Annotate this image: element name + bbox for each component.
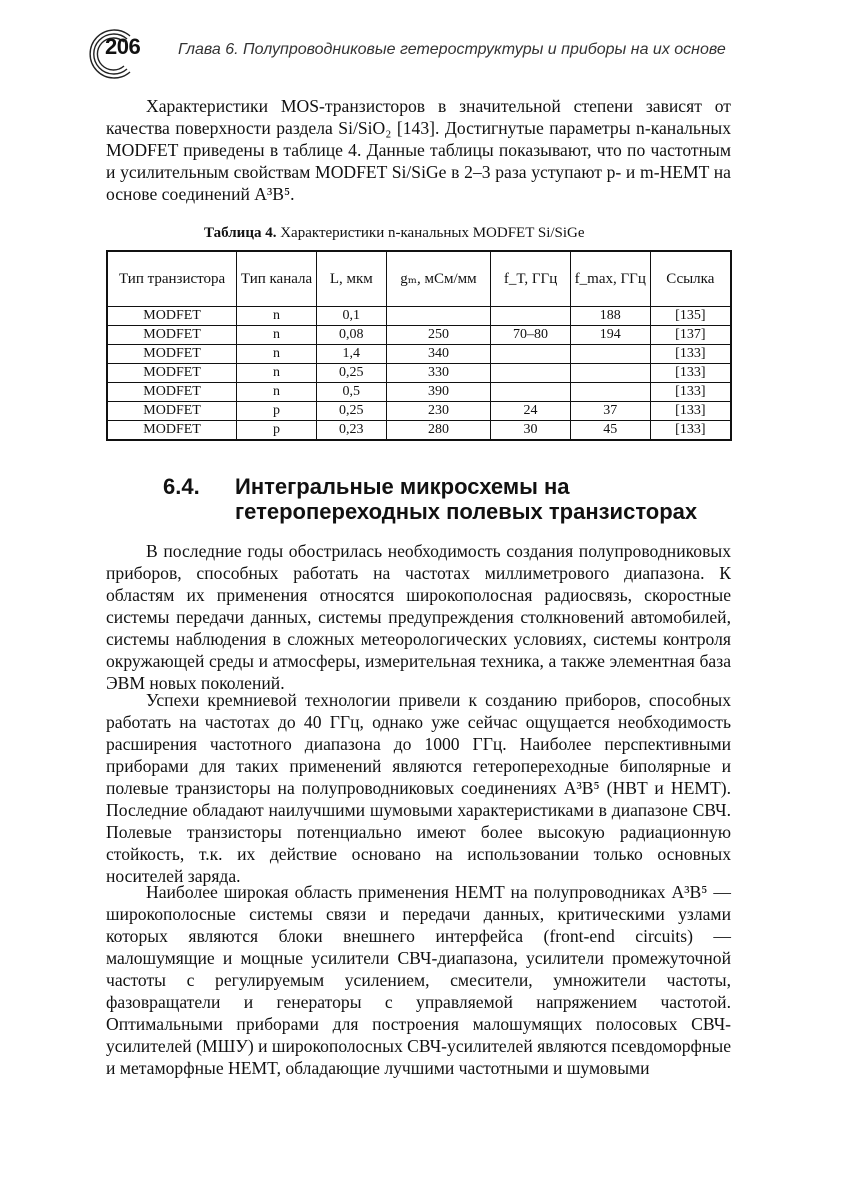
table-cell: n bbox=[237, 326, 317, 345]
intro-paragraph-text: Характеристики MOS-транзисторов в значительной степени зависят от качества поверхности раздела Si/SiO₂ [143]. Достигнутые параметры n-канальных MODFET приведены в таблице 4. Данные таблицы показывают, что по частотным и усилительным свойствам MODFET Si/SiGe в 2–3 раза уступают p- и m-HEMT на основе соединений A³B⁵. bbox=[106, 96, 731, 204]
table-row bbox=[107, 383, 731, 402]
table-header-cell: Тип канала bbox=[237, 251, 317, 307]
table-cell bbox=[491, 383, 571, 402]
table-cell bbox=[491, 307, 571, 326]
table-cell: n bbox=[237, 345, 317, 364]
table-cell: [137] bbox=[650, 326, 731, 345]
table-header-cell: f_max, ГГц bbox=[570, 251, 650, 307]
section-number: 6.4. bbox=[163, 474, 200, 499]
table-cell: [133] bbox=[650, 421, 731, 441]
table-cell: [133] bbox=[650, 383, 731, 402]
table-cell: 0,08 bbox=[316, 326, 386, 345]
section-title: Интегральные микросхемы на гетеропереходных полевых транзисторах bbox=[235, 474, 698, 524]
table-cell: 0,5 bbox=[316, 383, 386, 402]
table-cell: 0,23 bbox=[316, 421, 386, 441]
table-cell: 37 bbox=[570, 402, 650, 421]
table-cell bbox=[570, 383, 650, 402]
table-row bbox=[107, 326, 731, 345]
table-cell: 70–80 bbox=[491, 326, 571, 345]
table-cell: 330 bbox=[386, 364, 491, 383]
table-cell: [133] bbox=[650, 345, 731, 364]
table-row bbox=[107, 307, 731, 326]
paragraph-text: Успехи кремниевой технологии привели к созданию приборов, способных работать на частотах до 40 ГГц, однако уже сейчас ощущается необходимость расширения частотного диапазона до 1000 ГГц. Наиболее перспективными приборами для таких применений являются гетеропереходные биполярные и полевые транзисторы на полупроводниковых соединениях A³B⁵ (HBT и HEMT). Последние обладают наилучшими шумовыми характеристиками в диапазоне СВЧ. Полевые транзисторы потенциально имеют более высокую радиационную стойкость, т.к. их действие основано на использовании только основных носителей заряда. bbox=[106, 690, 731, 886]
table-body bbox=[107, 307, 731, 441]
table-cell: 230 bbox=[386, 402, 491, 421]
table-cell: 0,25 bbox=[316, 364, 386, 383]
table-cell: 24 bbox=[491, 402, 571, 421]
page-header bbox=[80, 22, 780, 92]
table-cell: 45 bbox=[570, 421, 650, 441]
table-cell: MODFET bbox=[107, 402, 237, 421]
table-cell: n bbox=[237, 364, 317, 383]
table-header-cell: Тип транзистора bbox=[107, 251, 237, 307]
table-header-cell: L, мкм bbox=[316, 251, 386, 307]
table-cell: MODFET bbox=[107, 307, 237, 326]
table-caption-text: Характеристики n-канальных MODFET Si/SiGe bbox=[280, 225, 585, 241]
table-cell: p bbox=[237, 402, 317, 421]
table-row bbox=[107, 364, 731, 383]
table-cell: 250 bbox=[386, 326, 491, 345]
table-cell: [135] bbox=[650, 307, 731, 326]
table-cell: n bbox=[237, 307, 317, 326]
table-cell bbox=[570, 364, 650, 383]
table-cell: MODFET bbox=[107, 421, 237, 441]
table-header-cell: Ссылка bbox=[650, 251, 731, 307]
table-caption-label: Таблица 4. bbox=[204, 225, 277, 241]
table-cell: n bbox=[237, 383, 317, 402]
data-table bbox=[106, 250, 732, 441]
paragraph bbox=[106, 540, 731, 694]
table-cell: [133] bbox=[650, 402, 731, 421]
paragraph-text: Наиболее широкая область применения HEMT на полупроводниках A³B⁵ — широкополосные системы связи и передачи данных, критическими узлами которых являются блоки внешнего интерфейса (front-end circuits) — малошумящие и мощные усилители СВЧ-диапазона, усилители промежуточной частоты с регулируемым усилением, смесители, умножители частоты, фазовращатели и генераторы с управляемой напряжением частотой. Оптимальными приборами для построения малошумящих полосовых СВЧ-усилителей (МШУ) и широкополосных СВЧ-усилителей являются псевдоморфные и метаморфные HEMT, обладающие лучшими частотными и шумовыми bbox=[106, 882, 731, 1078]
table-caption bbox=[204, 225, 585, 242]
table-cell: 390 bbox=[386, 383, 491, 402]
table-cell bbox=[386, 307, 491, 326]
table-cell: [133] bbox=[650, 364, 731, 383]
table-cell bbox=[570, 345, 650, 364]
paragraph bbox=[106, 689, 731, 887]
table-cell: MODFET bbox=[107, 364, 237, 383]
table-row bbox=[107, 421, 731, 441]
table-header-cell: f_T, ГГц bbox=[491, 251, 571, 307]
paragraph bbox=[106, 881, 731, 1079]
page-number: 206 bbox=[105, 34, 141, 59]
table-cell: 188 bbox=[570, 307, 650, 326]
table-header-row bbox=[107, 251, 731, 307]
table-cell: 0,1 bbox=[316, 307, 386, 326]
paragraph-text: В последние годы обострилась необходимость создания полупроводниковых приборов, способных работать на частотах миллиметрового диапазона. К областям их применения относятся широкополосная радиосвязь, скоростные системы передачи данных, системы предупреждения столкновений автомобилей, системы наблюдения в сложных метеорологических условиях, системы контроля окружающей среды и атмосферы, измерительная техника, а также элементная база ЭВМ новых поколений. bbox=[106, 541, 731, 693]
table-cell: MODFET bbox=[107, 383, 237, 402]
table-cell: p bbox=[237, 421, 317, 441]
table-row bbox=[107, 402, 731, 421]
table-cell: 0,25 bbox=[316, 402, 386, 421]
table-cell bbox=[491, 345, 571, 364]
table-cell: 30 bbox=[491, 421, 571, 441]
table-cell bbox=[491, 364, 571, 383]
table-cell: 1,4 bbox=[316, 345, 386, 364]
table-cell: 340 bbox=[386, 345, 491, 364]
running-head: Глава 6. Полупроводниковые гетероструктуры и приборы на их основе bbox=[178, 41, 726, 58]
table-cell: 280 bbox=[386, 421, 491, 441]
table-cell: MODFET bbox=[107, 326, 237, 345]
table-cell: MODFET bbox=[107, 345, 237, 364]
table-row bbox=[107, 345, 731, 364]
intro-paragraph bbox=[106, 95, 731, 205]
table-cell: 194 bbox=[570, 326, 650, 345]
table-header-cell: gₘ, мСм/мм bbox=[386, 251, 491, 307]
